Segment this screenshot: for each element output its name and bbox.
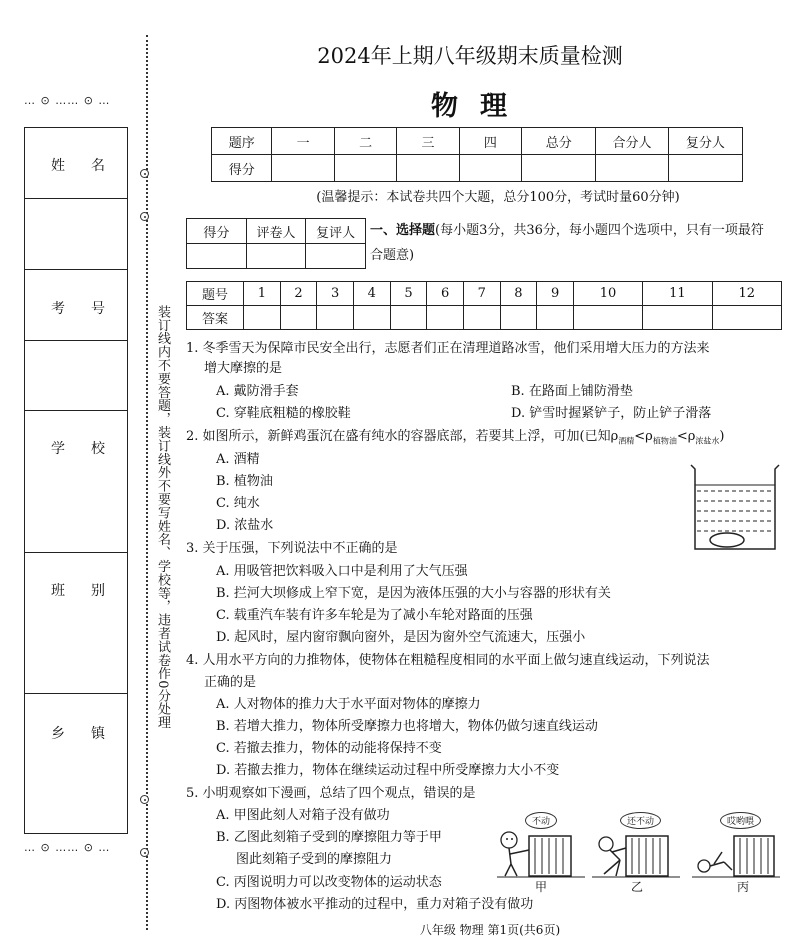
- question-5-option-d[interactable]: D. 丙图物体被水平推动的过程中，重力对箱子没有做功: [216, 897, 534, 912]
- school-field[interactable]: 学校: [25, 411, 127, 553]
- score-table-cell: 合分人: [596, 128, 668, 155]
- score-table-header-row: [212, 128, 743, 155]
- answer-input-cell[interactable]: [463, 306, 500, 330]
- question-number-cell: 1: [244, 282, 281, 306]
- answer-input-cell[interactable]: [244, 306, 281, 330]
- question-number-cell: 5: [390, 282, 427, 306]
- comic-bing-figure: [690, 808, 782, 880]
- score-input-cell[interactable]: [334, 155, 396, 182]
- question-1-stem: 1. 冬季雪天为保障市民安全出行，志愿者们正在清理道路冰雪，他们采用增大压力的方法来: [186, 341, 710, 356]
- comic-jia-bubble: 不动: [525, 812, 557, 829]
- grader-input-cell[interactable]: [306, 244, 366, 269]
- question-1-stem-cont: 增大摩擦的是: [204, 361, 283, 376]
- answer-input-cell[interactable]: [280, 306, 317, 330]
- student-info-box: [24, 127, 131, 834]
- question-3-option-b[interactable]: B. 拦河大坝修成上窄下宽，是因为液体压强的大小与容器的形状有关: [216, 586, 611, 601]
- question-1-option-b[interactable]: B. 在路面上铺防滑垫: [511, 384, 633, 399]
- score-input-cell[interactable]: [459, 155, 521, 182]
- question-5-option-a[interactable]: A. 甲图此刻人对箱子没有做功: [216, 808, 390, 823]
- binding-circle: [140, 795, 149, 804]
- question-number-cell: 11: [643, 282, 712, 306]
- comic-label-yi: 乙: [630, 880, 643, 894]
- question-2-option-a[interactable]: A. 酒精: [216, 452, 260, 467]
- question-number-cell: 10: [573, 282, 642, 306]
- beaker-egg-figure: [689, 463, 781, 553]
- score-table-cell: 一: [272, 128, 334, 155]
- question-3-stem: 3. 关于压强，下列说法中不正确的是: [186, 541, 398, 556]
- score-table: [211, 127, 743, 182]
- score-table-cell: 三: [397, 128, 459, 155]
- answer-table-answer-row: [187, 306, 782, 330]
- comic-label-bing: 丙: [736, 880, 749, 894]
- score-table-cell: 复分人: [668, 128, 742, 155]
- answer-table: [186, 281, 782, 330]
- exam-number-field[interactable]: 考号: [25, 270, 127, 341]
- question-4-option-a[interactable]: A. 人对物体的推力大于水平面对物体的摩擦力: [216, 697, 481, 712]
- binding-dots-bottom: … ⊙ …… ⊙ …: [24, 841, 111, 854]
- question-3-option-c[interactable]: C. 载重汽车装有许多车轮是为了减小车轮对路面的压强: [216, 608, 533, 623]
- answer-input-cell[interactable]: [537, 306, 574, 330]
- score-table-cell: 题序: [212, 128, 272, 155]
- question-1-option-a[interactable]: A. 戴防滑手套: [216, 384, 299, 399]
- name-field-blank[interactable]: [25, 199, 127, 270]
- answer-input-cell[interactable]: [317, 306, 354, 330]
- score-table-score-row: [212, 155, 743, 182]
- question-5-option-c[interactable]: C. 丙图说明力可以改变物体的运动状态: [216, 875, 442, 890]
- section-one-title: 一、选择题(每小题3分，共36分，每小题四个选项中，只有一项最符 合题意): [370, 223, 764, 263]
- grader-input-cell[interactable]: [246, 244, 306, 269]
- comic-bing-bubble: 哎哟喂: [720, 812, 761, 829]
- question-number-cell: 2: [280, 282, 317, 306]
- score-input-cell[interactable]: [272, 155, 334, 182]
- score-row-label: 得分: [212, 155, 272, 182]
- binding-circle: [140, 848, 149, 857]
- question-5-option-b[interactable]: B. 乙图此刻箱子受到的摩擦阻力等于甲: [216, 830, 442, 845]
- score-input-cell[interactable]: [522, 155, 596, 182]
- answer-table-label: 答案: [187, 306, 244, 330]
- question-5-stem: 5. 小明观察如下漫画，总结了四个观点，错误的是: [186, 786, 476, 801]
- exam-number-field-blank[interactable]: [25, 341, 127, 411]
- answer-input-cell[interactable]: [712, 306, 781, 330]
- score-input-cell[interactable]: [397, 155, 459, 182]
- question-number-cell: 9: [537, 282, 574, 306]
- score-table-cell: 四: [459, 128, 521, 155]
- comic-label-jia: 甲: [534, 880, 547, 894]
- question-4-option-c[interactable]: C. 若撤去推力，物体的动能将保持不变: [216, 741, 442, 756]
- exam-tip: (温馨提示：本试卷共四个大题，总分100分，考试时量60分钟): [316, 190, 680, 205]
- answer-input-cell[interactable]: [500, 306, 537, 330]
- question-1-option-d[interactable]: D. 铲雪时握紧铲子，防止铲子滑落: [511, 406, 712, 421]
- question-number-cell: 3: [317, 282, 354, 306]
- answer-input-cell[interactable]: [573, 306, 642, 330]
- question-4-option-d[interactable]: D. 若撤去推力，物体在继续运动过程中所受摩擦力大小不变: [216, 763, 560, 778]
- question-number-cell: 6: [427, 282, 464, 306]
- comic-jia-figure: [495, 808, 587, 880]
- question-1-option-c[interactable]: C. 穿鞋底粗糙的橡胶鞋: [216, 406, 351, 421]
- question-5-option-b-cont: 图此刻箱子受到的摩擦阻力: [236, 852, 393, 867]
- grader-table-header: 评卷人: [246, 219, 306, 244]
- grader-table: [186, 218, 366, 269]
- question-number-cell: 4: [353, 282, 390, 306]
- page-footer: 八年级 物理 第1页(共6页): [419, 923, 561, 937]
- question-2-option-c[interactable]: C. 纯水: [216, 496, 260, 511]
- answer-input-cell[interactable]: [427, 306, 464, 330]
- question-3-option-a[interactable]: A. 用吸管把饮料吸入口中是利用了大气压强: [216, 564, 468, 579]
- question-3-option-d[interactable]: D. 起风时，屋内窗帘飘向窗外，是因为窗外空气流速大，压强小: [216, 630, 586, 645]
- grader-table-header: 复评人: [306, 219, 366, 244]
- answer-input-cell[interactable]: [353, 306, 390, 330]
- question-number-cell: 7: [463, 282, 500, 306]
- grader-input-cell[interactable]: [187, 244, 247, 269]
- class-field[interactable]: 班别: [25, 553, 127, 694]
- grader-table-header: 得分: [187, 219, 247, 244]
- exam-title: 2024年上期八年级期末质量检测: [317, 44, 623, 68]
- question-4-option-b[interactable]: B. 若增大推力，物体所受摩擦力也将增大，物体仍做匀速直线运动: [216, 719, 598, 734]
- answer-input-cell[interactable]: [643, 306, 712, 330]
- question-2-option-d[interactable]: D. 浓盐水: [216, 518, 274, 533]
- name-field[interactable]: 姓名: [25, 128, 127, 199]
- question-2-option-b[interactable]: B. 植物油: [216, 474, 273, 489]
- answer-table-label: 题号: [187, 282, 244, 306]
- binding-dots-top: … ⊙ …… ⊙ …: [24, 94, 111, 107]
- binding-circle: [140, 212, 149, 221]
- township-field[interactable]: 乡镇: [51, 726, 131, 742]
- question-4-stem-cont: 正确的是: [204, 675, 257, 690]
- comic-yi-figure: [590, 808, 682, 880]
- score-table-cell: 总分: [522, 128, 596, 155]
- answer-table-number-row: [187, 282, 782, 306]
- score-input-cell[interactable]: [668, 155, 742, 182]
- comic-yi-bubble: 还不动: [620, 812, 661, 829]
- question-number-cell: 12: [712, 282, 781, 306]
- score-table-cell: 二: [334, 128, 396, 155]
- question-2-stem: 2. 如图所示，新鲜鸡蛋沉在盛有纯水的容器底部，若要其上浮，可加(已知$\rho_{酒精}<\rho_{植物油}<\rho_{浓盐水}$): [186, 429, 725, 446]
- subject-title: 物理: [431, 91, 529, 122]
- answer-input-cell[interactable]: [390, 306, 427, 330]
- question-number-cell: 8: [500, 282, 537, 306]
- score-input-cell[interactable]: [596, 155, 668, 182]
- binding-circle: [140, 169, 149, 178]
- binding-notice: 装订线内不要答题，装订线外不要写姓名、学校等，违者试卷作0分处理: [155, 304, 170, 730]
- question-4-stem: 4. 人用水平方向的力推物体，使物体在粗糙程度相同的水平面上做匀速直线运动，下列说法: [186, 653, 710, 668]
